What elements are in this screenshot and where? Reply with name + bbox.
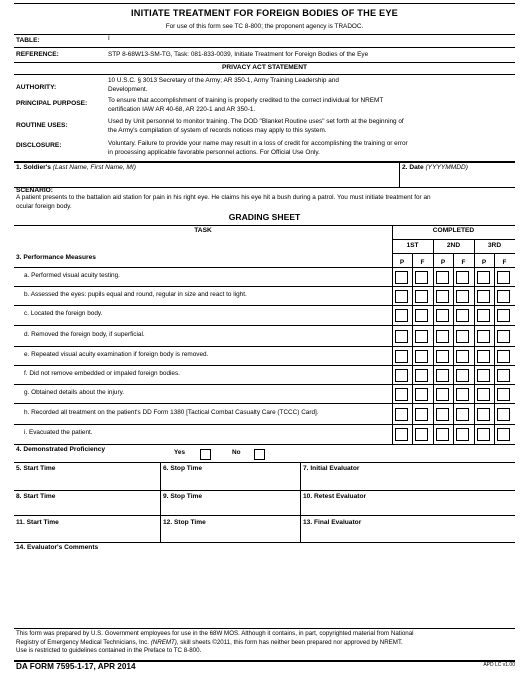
measure-row (14, 424, 515, 444)
performance-measures-label: 3. Performance Measures (16, 254, 96, 261)
pf-header: F (502, 259, 507, 266)
start-time-field[interactable]: 5. Start Time (16, 465, 56, 472)
footer-line-2a: Registry of Emergency Medical Technicians, Inc. (16, 638, 149, 646)
initial-evaluator-field[interactable]: 7. Initial Evaluator (303, 465, 360, 472)
routine-label: ROUTINE USES: (16, 122, 68, 129)
pass-checkbox[interactable] (477, 369, 490, 382)
fail-checkbox[interactable] (497, 408, 510, 421)
pass-checkbox[interactable] (436, 309, 449, 322)
form-version: APD LC v1.00 (483, 662, 515, 668)
proficiency-no-checkbox[interactable] (254, 449, 265, 460)
pf-header: P (440, 259, 446, 266)
measure-text: f. Did not remove embedded or impaled foreign bodies. (24, 370, 180, 377)
reference-label: REFERENCE: (16, 51, 59, 58)
authority-text-1: 10 U.S.C. § 3013 Secretary of the Army; AR 350-1, Army Training Leadership and (108, 77, 339, 84)
fail-checkbox[interactable] (415, 309, 428, 322)
rule (14, 628, 515, 629)
completed-column-header: COMPLETED (432, 227, 475, 234)
footer-line-3: Use is restricted to guidelines contained in the Preface to TC 8-800. (16, 647, 202, 655)
final-evaluator-field[interactable]: 13. Final Evaluator (303, 519, 362, 526)
rule (14, 444, 515, 445)
pass-checkbox[interactable] (477, 388, 490, 401)
fail-checkbox[interactable] (456, 330, 469, 343)
rule (14, 462, 515, 463)
measure-row (14, 346, 515, 365)
retest-evaluator-field[interactable]: 10. Retest Evaluator (303, 493, 367, 500)
measure-row (14, 267, 515, 286)
pass-checkbox[interactable] (477, 428, 490, 441)
fail-checkbox[interactable] (456, 408, 469, 421)
fail-checkbox[interactable] (415, 388, 428, 401)
measure-text: h. Recorded all treatment on the patient's DD Form 1380 [Tactical Combat Casualty Care (TCCC) Card]. (24, 409, 319, 416)
rule (14, 47, 515, 48)
pass-checkbox[interactable] (477, 330, 490, 343)
evaluator-comments-area[interactable] (14, 553, 515, 627)
privacy-heading: PRIVACY ACT STATEMENT (222, 64, 307, 71)
fail-checkbox[interactable] (415, 350, 428, 363)
pf-header: F (420, 259, 425, 266)
disclosure-label: DISCLOSURE: (16, 142, 62, 149)
pf-header: F (461, 259, 466, 266)
purpose-text-2: certification IAW AR 40-68, AR 220-1 and AR 350-1. (108, 106, 256, 113)
pass-checkbox[interactable] (436, 369, 449, 382)
scenario-text-2: ocular foreign body. (16, 203, 72, 210)
fail-checkbox[interactable] (456, 271, 469, 284)
pass-checkbox[interactable] (395, 388, 408, 401)
fail-checkbox[interactable] (456, 388, 469, 401)
pass-checkbox[interactable] (395, 330, 408, 343)
footer-notice (16, 630, 414, 656)
measure-text: a. Performed visual acuity testing. (24, 272, 120, 279)
fail-checkbox[interactable] (456, 428, 469, 441)
authority-text-2: Development. (108, 86, 148, 93)
grading-heading: GRADING SHEET (228, 212, 301, 222)
purpose-text-1: To ensure that accomplishment of training is properly credited to the correct individual for NREMT (108, 97, 384, 104)
measure-text: i. Evacuated the patient. (24, 429, 93, 436)
soldier-hint: (Last Name, First Name, MI) (52, 164, 136, 171)
fail-checkbox[interactable] (415, 428, 428, 441)
measure-row (14, 325, 515, 346)
pass-checkbox[interactable] (395, 428, 408, 441)
scenario-label: SCENARIO: (16, 187, 53, 194)
disclosure-text-2: in processing applicable favorable personnel actions. For Official Use Only. (108, 149, 320, 156)
measure-row (14, 286, 515, 305)
measure-row (14, 403, 515, 424)
fail-checkbox[interactable] (497, 350, 510, 363)
soldier-label: 1. Soldier's (16, 164, 51, 171)
pass-checkbox[interactable] (395, 350, 408, 363)
evaluator-comments-label: 14. Evaluator's Comments (16, 544, 99, 551)
proficiency-label: 4. Demonstrated Proficiency (16, 446, 106, 453)
attempt-3-header: 3RD (487, 242, 502, 249)
pass-checkbox[interactable] (436, 428, 449, 441)
scenario-text-1: A patient presents to the battalion aid station for pain in his right eye. He claims his eye hit a bush during a patrol. You must initiate treatment for an (16, 194, 431, 201)
measure-text: g. Obtained details about the injury. (24, 389, 125, 396)
divider (300, 462, 301, 542)
form-page (14, 3, 515, 687)
retest-start-time-field[interactable]: 8. Start Time (16, 493, 56, 500)
purpose-label: PRINCIPAL PURPOSE: (16, 100, 88, 107)
footer-line-2c: skill sheets ©2011, this form has neither been prepared nor approved by NREMT. (178, 638, 403, 646)
pass-checkbox[interactable] (477, 271, 490, 284)
disclosure-text-1: Voluntary. Failure to provide your name may result in a loss of credit for accomplishing the training or error (108, 140, 408, 147)
fail-checkbox[interactable] (497, 388, 510, 401)
fail-checkbox[interactable] (415, 290, 428, 303)
pass-checkbox[interactable] (477, 408, 490, 421)
fail-checkbox[interactable] (456, 309, 469, 322)
table-value: I (108, 35, 110, 42)
proficiency-yes-label: Yes (174, 449, 186, 456)
fail-checkbox[interactable] (497, 271, 510, 284)
rule (14, 225, 515, 226)
fail-checkbox[interactable] (497, 428, 510, 441)
fail-checkbox[interactable] (497, 290, 510, 303)
fail-checkbox[interactable] (415, 369, 428, 382)
fail-checkbox[interactable] (497, 309, 510, 322)
stop-time-field[interactable]: 6. Stop Time (163, 465, 203, 472)
fail-checkbox[interactable] (456, 350, 469, 363)
footer-line-2 (16, 639, 414, 648)
fail-checkbox[interactable] (497, 330, 510, 343)
routine-text-2: the Army's compilation of system of records notices may apply to this system. (108, 127, 327, 134)
footer-line-2b: (NREMT), (150, 638, 179, 646)
form-title: INITIATE TREATMENT FOR FOREIGN BODIES OF THE EYE (130, 8, 399, 18)
pass-checkbox[interactable] (395, 271, 408, 284)
pf-header: P (399, 259, 405, 266)
pass-checkbox[interactable] (395, 290, 408, 303)
rule (14, 187, 515, 188)
date-field[interactable] (402, 164, 468, 171)
pass-checkbox[interactable] (436, 290, 449, 303)
date-label: 2. Date (402, 164, 424, 171)
table-label: TABLE: (16, 37, 40, 44)
retest-stop-time-field[interactable]: 9. Stop Time (163, 493, 203, 500)
rule (14, 34, 515, 35)
reference-value: STP 8-68W13-SM-TG, Task: 081-833-0039, Initiate Treatment for Foreign Bodies of the Eye (108, 51, 369, 58)
footer-line-1: This form was prepared by U.S. Government employees for use in the 68W MOS. Although it contains, in part, copyrighted material from National (16, 630, 414, 637)
date-hint: (YYYYMMDD) (425, 164, 468, 171)
routine-text-1: Used by Unit personnel to monitor training. The DOD "Blanket Routine uses" set forth at the beginning of (108, 118, 404, 125)
pass-checkbox[interactable] (477, 350, 490, 363)
rule (14, 74, 515, 75)
top-rule (14, 3, 515, 4)
pass-checkbox[interactable] (436, 350, 449, 363)
measure-row (14, 365, 515, 384)
pass-checkbox[interactable] (477, 290, 490, 303)
rule (14, 490, 515, 491)
task-column-header: TASK (194, 227, 212, 234)
measure-text: b. Assessed the eyes: pupils equal and round, regular in size and react to light. (24, 291, 247, 298)
fail-checkbox[interactable] (415, 330, 428, 343)
final-start-time-field[interactable]: 11. Start Time (16, 519, 59, 526)
divider (399, 161, 400, 187)
measure-text: d. Removed the foreign body, if superficial. (24, 331, 145, 338)
fail-checkbox[interactable] (456, 369, 469, 382)
pass-checkbox[interactable] (395, 309, 408, 322)
rule (14, 62, 515, 63)
measure-row (14, 384, 515, 403)
pass-checkbox[interactable] (436, 330, 449, 343)
rule (392, 239, 515, 240)
divider (160, 462, 161, 542)
pass-checkbox[interactable] (436, 408, 449, 421)
authority-label: AUTHORITY: (16, 84, 57, 91)
form-subtitle: For use of this form see TC 8-800; the proponent agency is TRADOC. (165, 23, 364, 30)
rule (14, 161, 515, 163)
pass-checkbox[interactable] (395, 408, 408, 421)
soldier-field[interactable] (16, 164, 136, 171)
pass-checkbox[interactable] (436, 388, 449, 401)
attempt-1-header: 1ST (406, 242, 419, 249)
rule (14, 515, 515, 516)
proficiency-no-label: No (232, 449, 241, 456)
measure-text: c. Located the foreign body. (24, 310, 103, 317)
attempt-2-header: 2ND (446, 242, 461, 249)
pf-header: P (481, 259, 487, 266)
form-id: DA FORM 7595-1-17, APR 2014 (16, 662, 136, 671)
measure-row (14, 305, 515, 325)
fail-checkbox[interactable] (456, 290, 469, 303)
rule (14, 542, 515, 543)
measure-text: e. Repeated visual acuity examination if foreign body is removed. (24, 351, 209, 358)
final-stop-time-field[interactable]: 12. Stop Time (163, 519, 206, 526)
fail-checkbox[interactable] (415, 271, 428, 284)
pass-checkbox[interactable] (436, 271, 449, 284)
fail-checkbox[interactable] (497, 369, 510, 382)
pass-checkbox[interactable] (477, 309, 490, 322)
proficiency-yes-checkbox[interactable] (200, 449, 211, 460)
pass-checkbox[interactable] (395, 369, 408, 382)
fail-checkbox[interactable] (415, 408, 428, 421)
